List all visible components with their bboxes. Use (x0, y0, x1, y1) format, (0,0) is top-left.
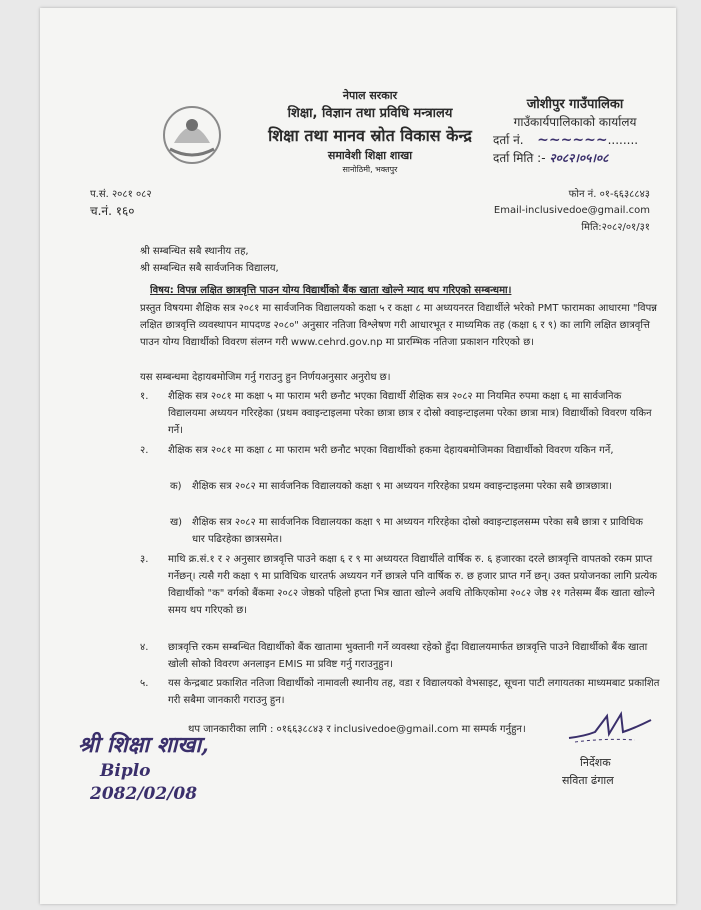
stamp-darta-date-value: २०८२।०५।०८ (549, 151, 609, 165)
branch-title: समावेशी शिक्षा शाखा (327, 149, 413, 162)
handwritten-line-3: 2082/02/08 (90, 784, 198, 804)
point-text-5: यस केन्द्रबाट प्रकाशित नतिजा विद्यार्थीको नामावली स्थानीय तह, वडा र विद्यालयको वेभसाइट, सूचना पाटी लगायतका माध्यमबाट प्रकाशित गरी सबैमा जानकारी गराउनु हुन। (168, 678, 660, 706)
point-number-3: ३. (140, 554, 149, 565)
signatory-name: सविता ढंगाल (562, 774, 614, 787)
recipient-1: श्री सम्बन्धित सबै स्थानीय तह, (140, 246, 249, 257)
handwritten-endorsement (78, 730, 318, 806)
sub-point-ka-text: शैक्षिक सत्र २०८२ मा सार्वजनिक विद्यालयको कक्षा ९ मा अध्ययन गरिरहेका प्रथम क्वाइन्टाइलमा परेका सबै छात्रछात्रा। (192, 481, 613, 492)
center-title: शिक्षा तथा मानव स्रोत विकास केन्द्र (268, 126, 472, 145)
sub-point-kha-text: शैक्षिक सत्र २०८२ मा सार्वजनिक विद्यालयका कक्षा ९ मा अध्ययन गरिरहेका दोस्रो क्वाइन्टाइलसम्म परेका सबै छात्रा र प्राविधिक धार पढिरहेका छात्रसमेत। (192, 517, 643, 545)
receipt-stamp: जोशीपुर गाउँपालिका गाउँकार्यपालिकाको कार्यालय दर्ता नं. ~~~~~~........ दर्ता मिति :- २०८२।०५।०८ (485, 96, 665, 167)
handwritten-line-1: श्री शिक्षा शाखा, (78, 732, 209, 758)
stamp-office: गाउँकार्यपालिकाको कार्यालय (513, 115, 637, 129)
point-number-5: ५. (140, 678, 149, 689)
ministry-title: शिक्षा, विज्ञान तथा प्रविधि मन्त्रालय (287, 106, 453, 121)
point-text-3: माथि क्र.सं.१ र २ अनुसार छात्रवृत्ति पाउने कक्षा ६ र ९ मा अध्ययरत विद्यार्थीले वार्षिक रु. ६ हजारका दरले छात्रवृत्ति वापतको रकम प्राप्त गर्नेछन्। त्यसै गरी कक्षा ९ मा प्राविधिक धारतर्फ अध्ययन गर्ने छात्रले पनि वार्षिक रु. छ हजार प्राप्त गर्ने छन्। उक्त प्रयोजनका लागि प्रत्येक विद्यार्थीको "क" वर्गको बैंकमा २०८२ जेष्ठको पहिलो हप्ता भित्र खाता खोल्ने अवधि तोकिएकोमा २०८२ जेष्ठ २१ गतेसम्म बैंक खाता खोल्ने समय थप गरिएको छ। (168, 554, 657, 616)
point-text-1: शैक्षिक सत्र २०८१ मा कक्षा ५ मा फाराम भरी छनौट भएका विद्यार्थी शैक्षिक सत्र २०८२ मा नियमित रुपमा कक्षा ६ मा सार्वजनिक विद्यालयमा अध्ययन गरिरहेका (प्रथम क्वाइन्टाइलमा परेका छात्रा छात्र र दोस्रो क्वाइन्टाइलमा परेका छात्रा मात्र) विद्यार्थीको विवरण यकिन गर्ने। (168, 391, 652, 436)
stamp-darta-no-label: दर्ता नं. (493, 133, 524, 147)
office-email[interactable]: Email-inclusivedoe@gmail.com (493, 205, 650, 216)
address-text: सानोठिमी, भक्तपुर (342, 165, 398, 174)
signatory-role: निर्देशक (580, 756, 611, 769)
sub-point-ka-number: क) (170, 481, 182, 492)
contact-line: थप जानकारीका लागि : ०१६६३८८४३ र inclusivedoe@gmail.com मा सम्पर्क गर्नुहुन। (188, 724, 526, 735)
ref-cha-no: च.नं. १६० (90, 204, 135, 218)
letter-subject: विषय: विपन्न लक्षित छात्रवृत्ति पाउन योग्य विद्यार्थीको बैंक खाता खोल्ने म्याद थप गरिएको सम्बन्धमा। (150, 285, 512, 296)
letter-date: मिति:२०८२/०१/३१ (581, 222, 650, 233)
stamp-palika: जोशीपुर गाउँपालिका (526, 97, 624, 112)
point-text-2: शैक्षिक सत्र २०८१ मा कक्षा ८ मा फाराम भरी छनौट भएका विद्यार्थीको हकमा देहायबमोजिमका विद्यार्थीको विवरण यकिन गर्ने, (168, 445, 614, 456)
ref-pa-sa: प.सं. २०८१ ०८२ (90, 189, 152, 200)
office-phone: फोन नं. ०१-६६३८८४३ (568, 189, 650, 200)
intro-request: यस सम्बन्धमा देहायबमोजिम गर्नु गराउनु हुन निर्णयअनुसार अनुरोध छ। (140, 372, 391, 383)
point-number-2: २. (140, 445, 149, 456)
point-number-4: ४. (140, 642, 149, 653)
handwritten-line-2: Biplo (100, 761, 151, 781)
letter-page (40, 8, 676, 904)
point-text-4: छात्रवृत्ति रकम सम्बन्धित विद्यार्थीको बैंक खातामा भुक्तानी गर्ने व्यवस्था रहेको हुँदा विद्यालयमार्फत छात्रवृत्ति पाउने विद्यार्थीको बैंक खाता खोली सोको विवरण अनलाइन EMIS मा प्रविष्ट गर्नु गराउनुहुन। (168, 642, 648, 670)
point-number-1: १. (140, 391, 149, 402)
stamp-darta-date-label: दर्ता मिति :- (493, 151, 546, 165)
intro-paragraph: प्रस्तुत विषयमा शैक्षिक सत्र २०८१ मा सार्वजनिक विद्यालयको कक्षा ५ र कक्षा ८ मा अध्ययनरत विद्यार्थीले भरेको PMT फारामका आधारमा "विपन्न लक्षित छात्रवृत्ति व्यवस्थापन मापदण्ड २०८०" अनुसार नतिजा विश्लेषण गरी आधारभूत र माध्यमिक तह (कक्षा ६ र ९) का लागि लक्षित छात्रवृत्ति पाउन योग्य विद्यार्थीको विवरण संलग्न गरी www.cehrd.gov.np मा प्रारम्भिक नतिजा प्रकाशन गरिएको छ। (140, 303, 658, 348)
recipient-2: श्री सम्बन्धित सबै सार्वजनिक विद्यालय, (140, 263, 279, 274)
gov-title: नेपाल सरकार (342, 89, 398, 102)
signature-scribble-icon (565, 708, 655, 746)
sub-point-kha-number: ख) (170, 517, 183, 528)
nepal-emblem-icon (160, 103, 224, 167)
